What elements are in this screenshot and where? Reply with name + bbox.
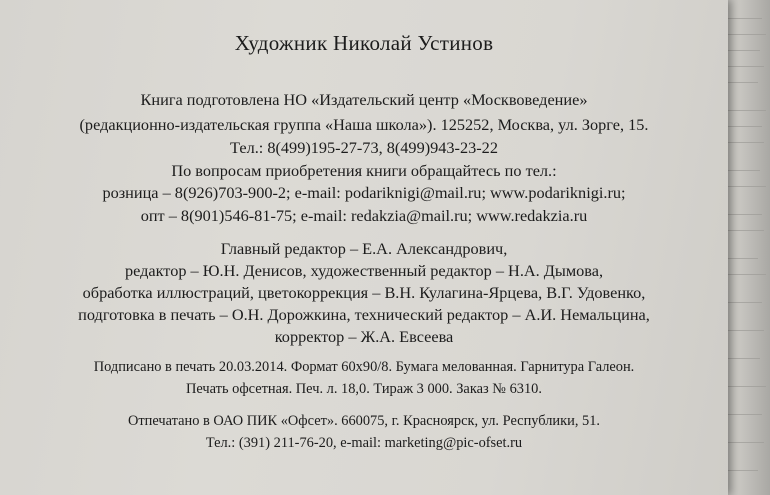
publisher-phone: Тел.: 8(499)195-27-73, 8(499)943-23-22 bbox=[230, 138, 498, 157]
page-title: Художник Николай Устинов bbox=[234, 31, 494, 55]
publisher-line: Книга подготовлена НО «Издательский центр «Москвоведение» bbox=[140, 90, 588, 109]
staff-line: подготовка в печать – О.Н. Дорожкина, технический редактор – А.И. Немальцина, bbox=[78, 305, 650, 324]
purchase-heading: По вопросам приобретения книги обращайтесь по тел.: bbox=[171, 161, 557, 180]
staff-line: Главный редактор – Е.А. Александрович, bbox=[220, 239, 508, 258]
print-info-line: Печать офсетная. Печ. л. 18,0. Тираж 3 000. Заказ № 6310. bbox=[186, 381, 542, 397]
printer-contact: Тел.: (391) 211-76-20, e-mail: marketing@pic-ofset.ru bbox=[205, 435, 523, 451]
staff-line: редактор – Ю.Н. Денисов, художественный редактор – Н.А. Дымова, bbox=[124, 261, 604, 280]
staff-line: корректор – Ж.А. Евсеева bbox=[274, 327, 454, 346]
printer-line: Отпечатано в ОАО ПИК «Офсет». 660075, г. Красноярск, ул. Республики, 51. bbox=[128, 413, 600, 429]
publisher-line: (редакционно-издательская группа «Наша школа»). 125252, Москва, ул. Зорге, 15. bbox=[79, 115, 649, 134]
staff-line: обработка иллюстраций, цветокоррекция – В.Н. Кулагина-Ярцева, В.Г. Удовенко, bbox=[82, 283, 646, 302]
print-info-line: Подписано в печать 20.03.2014. Формат 60х90/8. Бумага мелованная. Гарнитура Галеон. bbox=[93, 359, 635, 375]
wholesale-contact: опт – 8(901)546-81-75; e-mail: redakzia@mail.ru; www.redakzia.ru bbox=[140, 206, 588, 225]
retail-contact: розница – 8(926)703-900-2; e-mail: podariknigi@mail.ru; www.podariknigi.ru; bbox=[102, 183, 626, 202]
